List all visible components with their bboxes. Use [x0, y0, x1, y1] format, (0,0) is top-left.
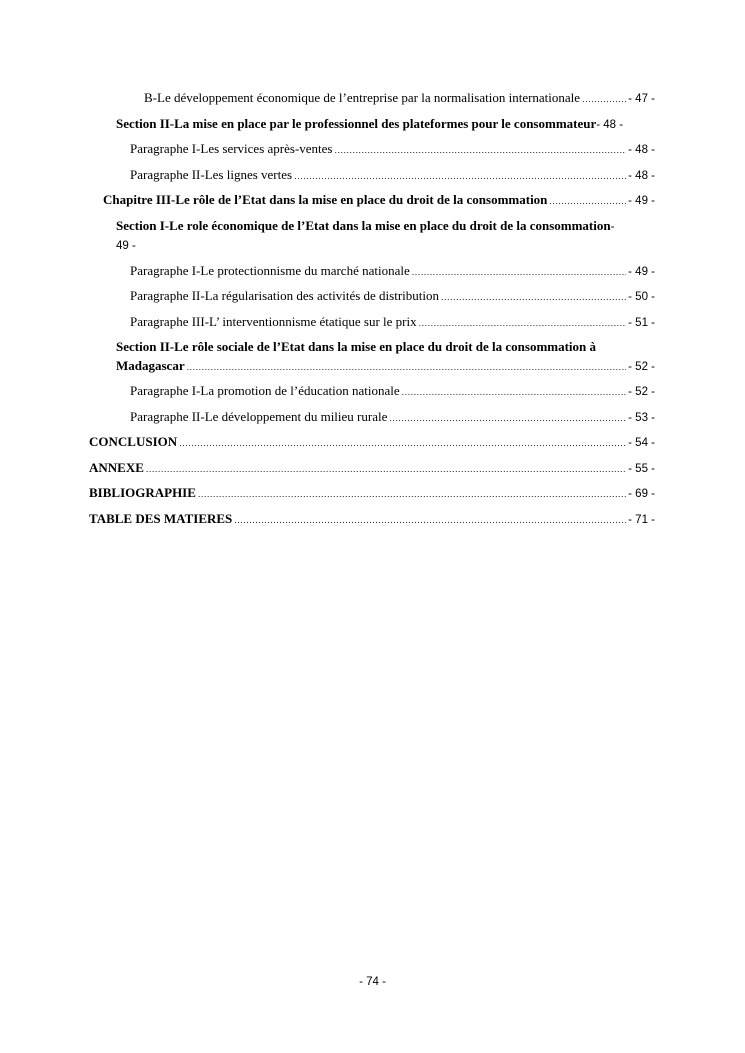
toc-entry-title: Paragraphe II-Le développement du milieu rurale	[130, 409, 388, 424]
toc-entry-title: TABLE DES MATIERES	[89, 511, 233, 526]
toc-entry-page: - 48 -	[596, 119, 624, 131]
toc-entry[interactable]	[130, 286, 655, 307]
toc-entry[interactable]	[116, 114, 655, 135]
toc-entry-page: - 49 -	[628, 195, 655, 207]
toc-entry-page: - 69 -	[628, 488, 655, 500]
toc-entry[interactable]	[144, 88, 655, 109]
toc-entry-page: - 52 -	[628, 361, 655, 373]
dot-leader	[146, 458, 626, 477]
dot-leader	[334, 139, 626, 158]
toc-entry-title: Section I-Le role économique de l’Etat dans la mise en place du droit de la consommation	[116, 218, 611, 233]
toc-entry[interactable]	[130, 407, 655, 428]
toc-entry-page: - 48 -	[628, 170, 655, 182]
dot-leader	[187, 356, 627, 375]
toc-entry[interactable]	[89, 509, 655, 530]
toc-entry-page: - 47 -	[628, 93, 655, 105]
dot-leader	[412, 261, 626, 280]
toc-entry-title: Paragraphe II-La régularisation des activités de distribution	[130, 288, 440, 303]
toc-entry-page-continued: 49 -	[116, 240, 136, 252]
toc-entry-title: Paragraphe I-Les services après-ventes	[130, 141, 333, 156]
toc-entry-title: Paragraphe III-L’ interventionnisme étatique sur le prix	[130, 314, 417, 329]
dot-leader	[582, 88, 626, 107]
toc-entry-title: Chapitre III-Le rôle de l’Etat dans la mise en place du droit de la consommation	[103, 192, 548, 207]
toc-entry-page: - 71 -	[628, 514, 655, 526]
dot-leader	[234, 509, 626, 528]
dot-leader	[179, 432, 626, 451]
toc-entry[interactable]	[130, 139, 655, 160]
toc-entry[interactable]	[130, 165, 655, 186]
toc-entry-page: - 48 -	[628, 144, 655, 156]
toc-entry-title-line1: Section II-Le rôle sociale de l’Etat dans la mise en place du droit de la consommation à	[116, 339, 597, 354]
toc-entry-title: Paragraphe I-La promotion de l’éducation nationale	[130, 383, 400, 398]
toc-entry[interactable]	[89, 458, 655, 479]
dot-leader	[389, 407, 626, 426]
toc-entry-page: - 55 -	[628, 463, 655, 475]
toc-entry-title: B-Le développement économique de l’entreprise par la normalisation internationale	[144, 90, 581, 105]
dot-leader	[549, 190, 626, 209]
toc-entry-title: Paragraphe II-Les lignes vertes	[130, 167, 293, 182]
toc-entry[interactable]	[130, 381, 655, 402]
dot-leader	[402, 381, 627, 400]
dot-leader	[419, 312, 627, 331]
toc-entry-page: -	[610, 221, 615, 233]
toc-entry[interactable]	[130, 261, 655, 282]
page-number: - 74 -	[359, 976, 386, 988]
toc-entry-page: - 54 -	[628, 437, 655, 449]
toc-entry-page: - 49 -	[628, 266, 655, 278]
toc-entry-title: Section II-La mise en place par le professionnel des plateformes pour le consommateur	[116, 116, 597, 131]
toc-entry-title: BIBLIOGRAPHIE	[89, 485, 196, 500]
toc-entry[interactable]	[89, 483, 655, 504]
dot-leader	[294, 165, 626, 184]
toc-entry-page: - 51 -	[628, 317, 655, 329]
toc-entry-title: CONCLUSION	[89, 434, 178, 449]
toc-entry-title: Paragraphe I-Le protectionnisme du marché nationale	[130, 263, 410, 278]
dot-leader	[441, 286, 626, 305]
toc-entry-page: - 50 -	[628, 291, 655, 303]
toc-entry[interactable]	[116, 337, 655, 377]
toc-entry-page: - 53 -	[628, 412, 655, 424]
toc-entry[interactable]	[89, 432, 655, 453]
toc-entry-title-line2: Madagascar	[116, 358, 185, 373]
toc-entry[interactable]	[116, 216, 655, 256]
toc-entry[interactable]	[130, 312, 655, 333]
toc-entry-title: ANNEXE	[89, 460, 144, 475]
toc-entry-page: - 52 -	[628, 386, 655, 398]
toc-entry[interactable]	[103, 190, 655, 211]
dot-leader	[198, 483, 626, 502]
